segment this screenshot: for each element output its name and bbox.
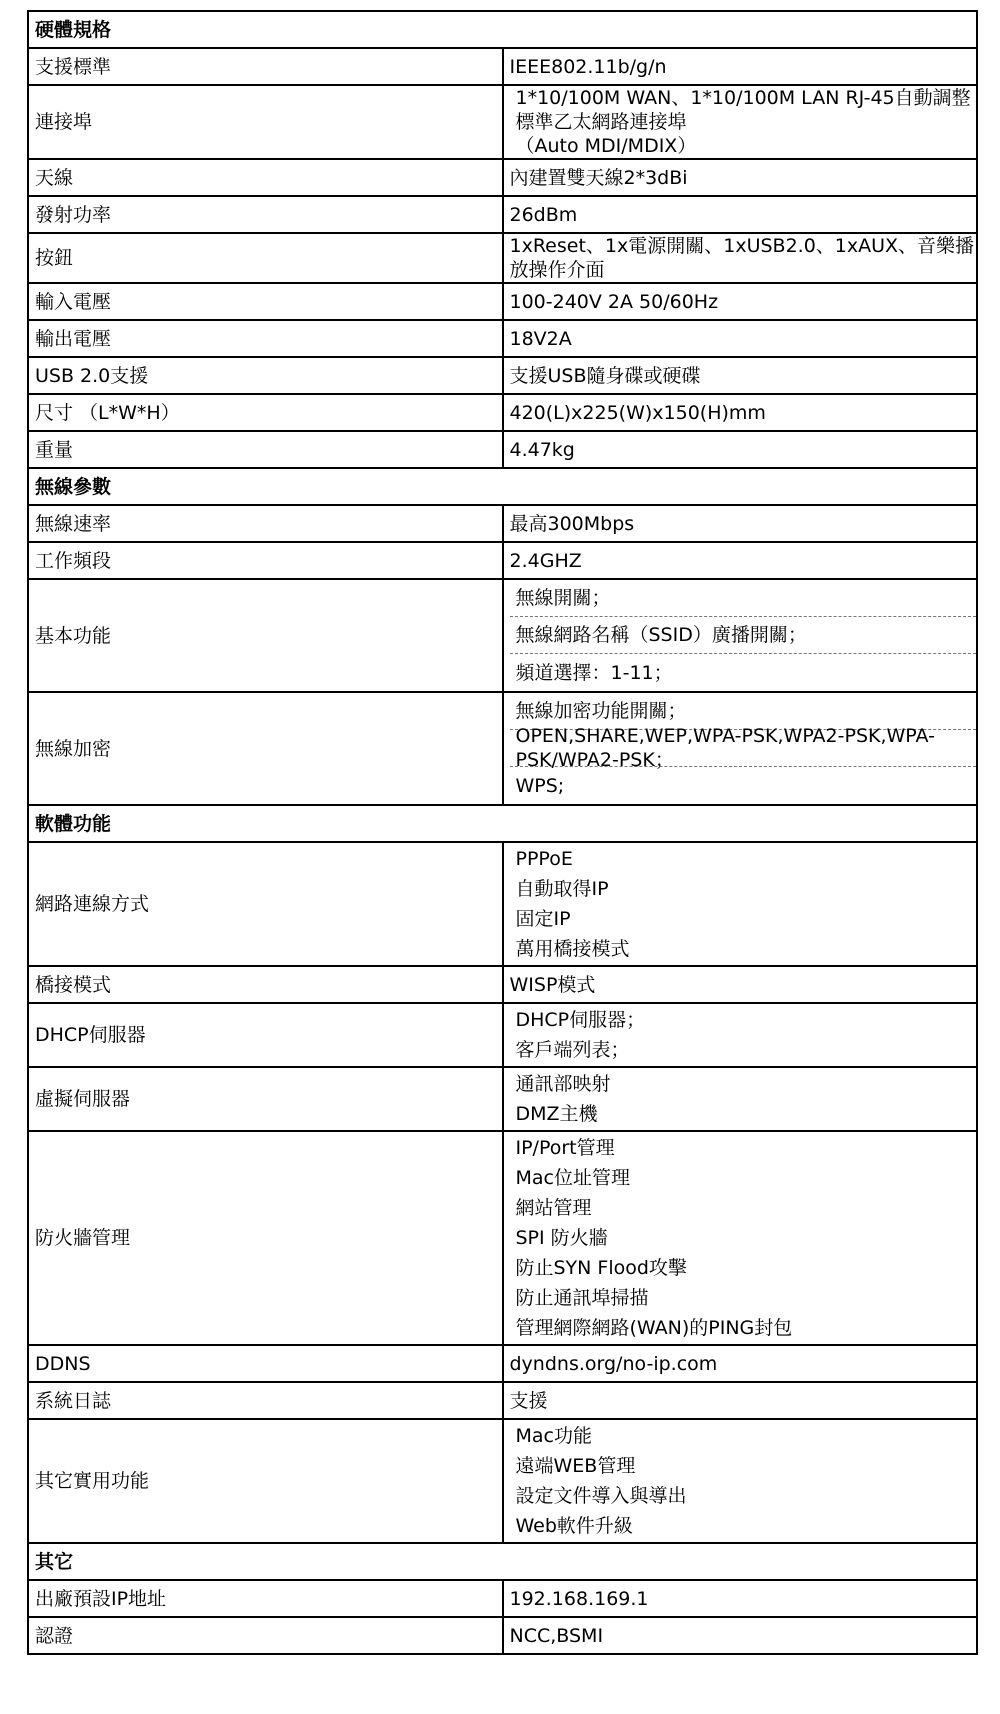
value-line: SPI 防火牆 (515, 1227, 608, 1249)
table-row (28, 233, 977, 283)
row-value: WISP模式 (503, 966, 978, 1003)
row-label: 基本功能 (28, 579, 503, 692)
value-line: IP/Port管理 (515, 1137, 615, 1159)
row-value: 內建置雙天線2*3dBi (503, 159, 978, 196)
value-line: 防止SYN Flood攻擊 (515, 1257, 687, 1279)
table-row (28, 1003, 977, 1067)
table-row (28, 1067, 977, 1131)
table-row (28, 1382, 977, 1419)
value-line: 自動取得IP (515, 878, 609, 900)
section-header-row (28, 805, 977, 842)
section-title-other: 其它 (28, 1543, 977, 1580)
table-row (28, 283, 977, 320)
row-value (503, 1419, 978, 1543)
row-value: 支援 (503, 1382, 978, 1419)
table-row (28, 1131, 977, 1345)
value-line: Mac功能 (515, 1425, 592, 1447)
row-label: 無線速率 (28, 505, 503, 542)
table-row (28, 320, 977, 357)
value-line: 客戶端列表； (515, 1039, 630, 1061)
row-value: 100-240V 2A 50/60Hz (503, 283, 978, 320)
row-label: 其它實用功能 (28, 1419, 503, 1543)
row-value (503, 692, 978, 805)
value-line: 無線開關； (510, 580, 977, 617)
row-label: 尺寸 （L*W*H） (28, 394, 503, 431)
section-title-software: 軟體功能 (28, 805, 977, 842)
row-value: 420(L)x225(W)x150(H)mm (503, 394, 978, 431)
row-label: 認證 (28, 1617, 503, 1654)
row-label: 重量 (28, 431, 503, 468)
row-value (503, 579, 978, 692)
table-row (28, 505, 977, 542)
table-row (28, 431, 977, 468)
row-label: 按鈕 (28, 233, 503, 283)
row-label: 網路連線方式 (28, 842, 503, 966)
row-label: 工作頻段 (28, 542, 503, 579)
row-value: NCC,BSMI (503, 1617, 978, 1654)
row-value: 最高300Mbps (503, 505, 978, 542)
table-row (28, 85, 977, 159)
row-value (503, 85, 978, 159)
row-value: 1xReset、1x電源開關、1xUSB2.0、1xAUX、音樂播放操作介面 (503, 233, 978, 283)
table-row (28, 692, 977, 805)
row-label: 無線加密 (28, 692, 503, 805)
section-header-row (28, 1543, 977, 1580)
value-line: 遠端WEB管理 (515, 1455, 636, 1477)
value-line: 無線網路名稱（SSID）廣播開關； (510, 617, 977, 654)
section-header-row (28, 11, 977, 48)
row-label: 連接埠 (28, 85, 503, 159)
value-line: OPEN,SHARE,WEP,WPA-PSK,WPA2-PSK,WPA-PSK/WPA2-PSK； (510, 730, 977, 767)
value-line: （Auto MDI/MDIX） (515, 135, 697, 157)
row-label: 虛擬伺服器 (28, 1067, 503, 1131)
value-line: 頻道選擇：1-11； (515, 661, 673, 684)
row-label: 發射功率 (28, 196, 503, 233)
section-header-row (28, 468, 977, 505)
row-value: 18V2A (503, 320, 978, 357)
table-row (28, 394, 977, 431)
value-line: 防止通訊埠掃描 (515, 1287, 649, 1309)
value-line: 1*10/100M WAN、1*10/100M LAN RJ-45自動調整標準乙太網路連接埠 (515, 87, 971, 133)
row-label: DDNS (28, 1345, 503, 1382)
value-line: DMZ主機 (515, 1103, 598, 1125)
table-row (28, 842, 977, 966)
value-line: PPPoE (515, 848, 573, 870)
row-value: dyndns.org/no-ip.com (503, 1345, 978, 1382)
row-label: USB 2.0支援 (28, 357, 503, 394)
value-line: 設定文件導入與導出 (515, 1485, 687, 1507)
table-row (28, 48, 977, 85)
value-line: 網站管理 (515, 1197, 592, 1219)
value-line: 管理網際網路(WAN)的PING封包 (515, 1317, 793, 1339)
table-row (28, 1419, 977, 1543)
section-title-hardware: 硬體規格 (28, 11, 977, 48)
row-value (503, 1003, 978, 1067)
row-value (503, 842, 978, 966)
row-value: 26dBm (503, 196, 978, 233)
row-label: 橋接模式 (28, 966, 503, 1003)
value-line: 萬用橋接模式 (515, 938, 630, 960)
row-value (503, 1131, 978, 1345)
row-label: 防火牆管理 (28, 1131, 503, 1345)
table-row (28, 1345, 977, 1382)
table-row (28, 357, 977, 394)
row-label: 支援標準 (28, 48, 503, 85)
value-line: 通訊部映射 (515, 1073, 611, 1095)
table-row (28, 1580, 977, 1617)
row-label: DHCP伺服器 (28, 1003, 503, 1067)
value-line: 無線加密功能開關； (510, 693, 977, 730)
row-value: 192.168.169.1 (503, 1580, 978, 1617)
row-value: IEEE802.11b/g/n (503, 48, 978, 85)
table-row (28, 542, 977, 579)
row-label: 輸入電壓 (28, 283, 503, 320)
spec-table (27, 10, 978, 1655)
value-line: WPS; (515, 774, 565, 797)
value-line: Web軟件升級 (515, 1515, 633, 1537)
value-line: DHCP伺服器； (515, 1009, 646, 1031)
table-row (28, 579, 977, 692)
table-row (28, 1617, 977, 1654)
value-line: 固定IP (515, 908, 571, 930)
row-label: 輸出電壓 (28, 320, 503, 357)
row-label: 天線 (28, 159, 503, 196)
row-value: 2.4GHZ (503, 542, 978, 579)
row-label: 系統日誌 (28, 1382, 503, 1419)
row-value: 4.47kg (503, 431, 978, 468)
row-value: 支援USB隨身碟或硬碟 (503, 357, 978, 394)
table-row (28, 966, 977, 1003)
table-row (28, 196, 977, 233)
row-label: 出廠預設IP地址 (28, 1580, 503, 1617)
row-value (503, 1067, 978, 1131)
value-line: Mac位址管理 (515, 1167, 630, 1189)
table-row (28, 159, 977, 196)
section-title-wireless: 無線參數 (28, 468, 977, 505)
